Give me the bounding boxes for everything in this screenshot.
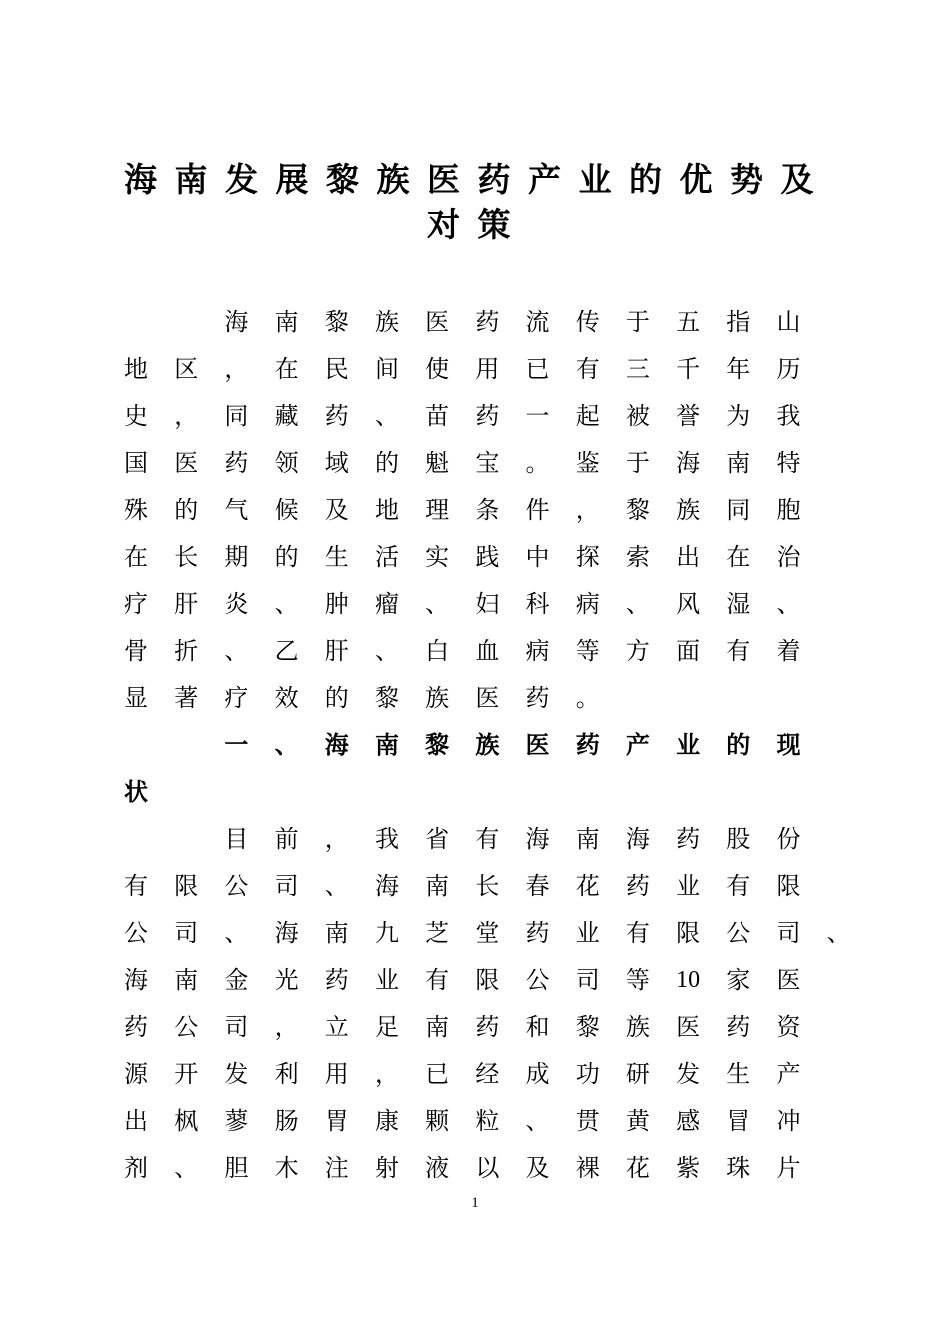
document-body bbox=[124, 302, 864, 1195]
text-char: 炎 bbox=[224, 590, 249, 618]
title-char: 族 bbox=[376, 160, 410, 199]
text-char: 南 bbox=[174, 966, 199, 994]
title-char: 业 bbox=[578, 160, 612, 199]
paragraph-indent bbox=[124, 819, 224, 866]
text-char: 状 bbox=[124, 778, 148, 806]
text-char: ， bbox=[274, 1013, 299, 1041]
text-char: 特 bbox=[776, 449, 801, 477]
text-char: 魁 bbox=[425, 449, 450, 477]
text-char: 间 bbox=[374, 355, 399, 383]
title-char: 优 bbox=[679, 160, 713, 199]
text-char: 10 bbox=[676, 967, 701, 993]
text-char: 紫 bbox=[676, 1154, 701, 1182]
text-char: 、 bbox=[274, 731, 299, 759]
text-char: 公 bbox=[224, 872, 249, 900]
text-char: 药 bbox=[676, 825, 701, 853]
text-char: 司 bbox=[776, 919, 801, 947]
text-char: 、 bbox=[374, 637, 399, 665]
text-char: 活 bbox=[374, 543, 399, 571]
text-char: 九 bbox=[374, 919, 399, 947]
text-char: 南 bbox=[374, 731, 399, 759]
text-char: 的 bbox=[274, 543, 299, 571]
paragraph-line bbox=[124, 631, 864, 678]
text-char: ， bbox=[374, 1060, 399, 1088]
page-number: 1 bbox=[471, 1195, 479, 1211]
text-char: 折 bbox=[174, 637, 199, 665]
text-char: 长 bbox=[475, 872, 500, 900]
text-char: 冒 bbox=[726, 1107, 751, 1135]
text-char: 、 bbox=[425, 590, 450, 618]
text-char: 有 bbox=[575, 355, 600, 383]
text-char: 产 bbox=[625, 731, 650, 759]
text-char: 限 bbox=[475, 966, 500, 994]
text-char: 面 bbox=[676, 637, 701, 665]
text-char: 宝 bbox=[475, 449, 500, 477]
text-char: 黄 bbox=[625, 1107, 650, 1135]
text-char: 索 bbox=[625, 543, 650, 571]
text-char: 探 bbox=[575, 543, 600, 571]
text-char: 的 bbox=[374, 449, 399, 477]
text-char: 发 bbox=[224, 1060, 249, 1088]
paragraph-line bbox=[124, 1101, 864, 1148]
text-char: 足 bbox=[374, 1013, 399, 1041]
text-char: 族 bbox=[374, 308, 399, 336]
text-char: 族 bbox=[676, 496, 701, 524]
text-char: 肿 bbox=[324, 590, 349, 618]
text-char: 限 bbox=[776, 872, 801, 900]
text-char: 源 bbox=[124, 1060, 148, 1088]
text-char: 花 bbox=[575, 872, 600, 900]
text-char: 妇 bbox=[475, 590, 500, 618]
text-char: 经 bbox=[475, 1060, 500, 1088]
text-char: 用 bbox=[324, 1060, 349, 1088]
text-char: 族 bbox=[475, 731, 500, 759]
paragraph-line bbox=[124, 913, 864, 960]
text-char: 区 bbox=[174, 355, 199, 383]
text-char: 方 bbox=[625, 637, 650, 665]
title-char: 策 bbox=[477, 205, 511, 244]
text-char: 裸 bbox=[575, 1154, 600, 1182]
text-char: 我 bbox=[776, 402, 801, 430]
text-char: 显 bbox=[124, 684, 148, 712]
text-char: ， bbox=[174, 402, 199, 430]
text-char: 五 bbox=[676, 308, 701, 336]
text-char: 胞 bbox=[776, 496, 801, 524]
text-char: 及 bbox=[525, 1154, 550, 1182]
text-char: 感 bbox=[676, 1107, 701, 1135]
section-heading-line bbox=[124, 725, 864, 772]
text-char: 海 bbox=[274, 919, 299, 947]
text-char: 南 bbox=[425, 1013, 450, 1041]
text-char: 同 bbox=[726, 496, 751, 524]
text-char: 药 bbox=[475, 402, 500, 430]
text-char: 瘤 bbox=[374, 590, 399, 618]
title-char: 南 bbox=[174, 160, 208, 199]
text-char: 芝 bbox=[425, 919, 450, 947]
text-char: 条 bbox=[475, 496, 500, 524]
text-char: 司 bbox=[174, 919, 199, 947]
text-char: 为 bbox=[726, 402, 751, 430]
text-char: 国 bbox=[124, 449, 148, 477]
title-char: 势 bbox=[730, 160, 763, 199]
text-char: 民 bbox=[324, 355, 349, 383]
paragraph-line bbox=[124, 302, 864, 349]
text-char: 南 bbox=[575, 825, 600, 853]
title-char: 医 bbox=[427, 160, 460, 199]
text-char: 成 bbox=[525, 1060, 550, 1088]
text-char: 份 bbox=[776, 825, 801, 853]
paragraph-line bbox=[124, 584, 864, 631]
text-char: 研 bbox=[625, 1060, 650, 1088]
text-char: 花 bbox=[625, 1154, 650, 1182]
text-char: 资 bbox=[776, 1013, 801, 1041]
text-char: 族 bbox=[625, 1013, 650, 1041]
text-char: 限 bbox=[174, 872, 199, 900]
text-char: 黎 bbox=[575, 1013, 600, 1041]
text-char: 海 bbox=[124, 966, 148, 994]
text-char: 和 bbox=[525, 1013, 550, 1041]
title-char: 海 bbox=[124, 160, 157, 199]
title-char: 展 bbox=[275, 160, 309, 199]
text-char: 苗 bbox=[425, 402, 450, 430]
text-char: 史 bbox=[124, 402, 148, 430]
title-char: 对 bbox=[427, 205, 460, 244]
text-char: 胆 bbox=[224, 1154, 249, 1182]
text-char: 医 bbox=[425, 308, 450, 336]
text-char: 治 bbox=[776, 543, 801, 571]
text-char: 期 bbox=[224, 543, 249, 571]
text-char: 、 bbox=[625, 590, 650, 618]
text-char: 医 bbox=[776, 966, 801, 994]
text-char: 已 bbox=[425, 1060, 450, 1088]
text-char: 、 bbox=[224, 919, 249, 947]
text-char: 千 bbox=[676, 355, 701, 383]
paragraph-line bbox=[124, 349, 864, 396]
text-char: 业 bbox=[575, 919, 600, 947]
text-char: 医 bbox=[525, 731, 550, 759]
text-char: 医 bbox=[174, 449, 199, 477]
text-char: 药 bbox=[324, 402, 349, 430]
text-char: 在 bbox=[726, 543, 751, 571]
text-char: 药 bbox=[525, 919, 550, 947]
paragraph-indent bbox=[124, 725, 224, 772]
text-char: 珠 bbox=[726, 1154, 751, 1182]
text-char: 历 bbox=[776, 355, 801, 383]
title-char: 药 bbox=[477, 160, 511, 199]
text-char: 现 bbox=[776, 731, 801, 759]
text-char: 骨 bbox=[124, 637, 148, 665]
text-char: 康 bbox=[374, 1107, 399, 1135]
text-char: 用 bbox=[475, 355, 500, 383]
text-char: 三 bbox=[625, 355, 650, 383]
text-char: 药 bbox=[124, 1013, 148, 1041]
text-char: 医 bbox=[676, 1013, 701, 1041]
text-char: 贯 bbox=[575, 1107, 600, 1135]
paragraph-line bbox=[124, 443, 864, 490]
text-char: 领 bbox=[274, 449, 299, 477]
text-char: 、 bbox=[274, 590, 299, 618]
text-char: 公 bbox=[726, 919, 751, 947]
text-char: 指 bbox=[726, 308, 751, 336]
text-char: 于 bbox=[625, 308, 650, 336]
text-char: 年 bbox=[726, 355, 751, 383]
text-char: 著 bbox=[174, 684, 199, 712]
text-char: 山 bbox=[776, 308, 801, 336]
text-char: 肠 bbox=[274, 1107, 299, 1135]
text-char: 股 bbox=[726, 825, 751, 853]
text-char: 冲 bbox=[776, 1107, 801, 1135]
text-char: 司 bbox=[274, 872, 299, 900]
text-char: ， bbox=[575, 496, 600, 524]
text-char: 南 bbox=[324, 919, 349, 947]
text-char: 司 bbox=[575, 966, 600, 994]
text-char: 南 bbox=[274, 308, 299, 336]
text-char: 南 bbox=[726, 449, 751, 477]
text-char: 、 bbox=[525, 1107, 550, 1135]
text-char: 同 bbox=[224, 402, 249, 430]
text-char: 及 bbox=[324, 496, 349, 524]
text-char: 在 bbox=[124, 543, 148, 571]
text-char: 被 bbox=[625, 402, 650, 430]
text-char: 枫 bbox=[174, 1107, 199, 1135]
text-char: 业 bbox=[374, 966, 399, 994]
text-char: 病 bbox=[575, 590, 600, 618]
text-char: 药 bbox=[475, 1013, 500, 1041]
text-char: 、 bbox=[174, 1154, 199, 1182]
text-char: 疗 bbox=[224, 684, 249, 712]
text-char: 蓼 bbox=[224, 1107, 249, 1135]
text-char: 功 bbox=[575, 1060, 600, 1088]
text-char: 血 bbox=[475, 637, 500, 665]
paragraph-line bbox=[124, 490, 864, 537]
text-char: 司 bbox=[224, 1013, 249, 1041]
text-char: 等 bbox=[575, 637, 600, 665]
paragraph-line bbox=[124, 396, 864, 443]
text-char: 出 bbox=[124, 1107, 148, 1135]
text-char: 候 bbox=[274, 496, 299, 524]
text-char: 海 bbox=[374, 872, 399, 900]
text-char: 发 bbox=[676, 1060, 701, 1088]
text-char: 。 bbox=[525, 449, 550, 477]
text-char: 理 bbox=[425, 496, 450, 524]
text-char: 海 bbox=[625, 825, 650, 853]
text-char: 域 bbox=[324, 449, 349, 477]
text-char: 粒 bbox=[475, 1107, 500, 1135]
text-char: 药 bbox=[625, 872, 650, 900]
text-char: 业 bbox=[676, 872, 701, 900]
title-line-2 bbox=[427, 205, 528, 245]
title-char: 及 bbox=[780, 160, 814, 199]
text-char: 公 bbox=[124, 919, 148, 947]
text-char: 木 bbox=[274, 1154, 299, 1182]
paragraph-line bbox=[124, 819, 864, 866]
text-char: 南 bbox=[425, 872, 450, 900]
text-char: 药 bbox=[726, 1013, 751, 1041]
text-char: 黎 bbox=[324, 308, 349, 336]
text-char: 长 bbox=[174, 543, 199, 571]
text-char: 药 bbox=[575, 731, 600, 759]
text-char: 使 bbox=[425, 355, 450, 383]
text-char: 有 bbox=[726, 872, 751, 900]
text-char: 科 bbox=[525, 590, 550, 618]
paragraph-line bbox=[124, 866, 864, 913]
text-char: 海 bbox=[224, 308, 249, 336]
text-char: 中 bbox=[525, 543, 550, 571]
text-char: 目 bbox=[224, 825, 249, 853]
text-char: 公 bbox=[174, 1013, 199, 1041]
text-char: 殊 bbox=[124, 496, 148, 524]
text-char: 有 bbox=[425, 966, 450, 994]
text-char: 一 bbox=[525, 402, 550, 430]
text-char: 乙 bbox=[274, 637, 299, 665]
paragraph-line bbox=[124, 960, 864, 1007]
title-char: 的 bbox=[629, 160, 662, 199]
text-char: 前 bbox=[274, 825, 299, 853]
text-char: 、 bbox=[224, 637, 249, 665]
text-char: 族 bbox=[425, 684, 450, 712]
text-char: 注 bbox=[324, 1154, 349, 1182]
text-char: 省 bbox=[425, 825, 450, 853]
text-char: 限 bbox=[676, 919, 701, 947]
paragraph-line bbox=[124, 1148, 864, 1195]
text-char: 肝 bbox=[174, 590, 199, 618]
text-char: 有 bbox=[726, 637, 751, 665]
text-char: 药 bbox=[224, 449, 249, 477]
text-char: 胃 bbox=[324, 1107, 349, 1135]
text-char: 有 bbox=[124, 872, 148, 900]
text-char: 在 bbox=[274, 355, 299, 383]
text-char: 出 bbox=[676, 543, 701, 571]
text-char: 海 bbox=[525, 825, 550, 853]
text-char: 实 bbox=[425, 543, 450, 571]
text-char: 效 bbox=[274, 684, 299, 712]
text-char: 疗 bbox=[124, 590, 148, 618]
text-char: 药 bbox=[324, 966, 349, 994]
text-char: 、 bbox=[826, 919, 851, 947]
title-char: 发 bbox=[225, 160, 258, 199]
text-char: 有 bbox=[475, 825, 500, 853]
text-char: 海 bbox=[324, 731, 349, 759]
text-char: 一 bbox=[224, 731, 249, 759]
section-heading-line bbox=[124, 772, 864, 819]
text-char: 起 bbox=[575, 402, 600, 430]
text-char: 肝 bbox=[324, 637, 349, 665]
text-char: 、 bbox=[776, 590, 801, 618]
text-char: 片 bbox=[776, 1154, 801, 1182]
text-char: 、 bbox=[324, 872, 349, 900]
text-char: 湿 bbox=[726, 590, 751, 618]
text-char: 光 bbox=[274, 966, 299, 994]
text-char: 。 bbox=[575, 684, 600, 712]
paragraph-indent bbox=[124, 302, 224, 349]
text-char: 病 bbox=[525, 637, 550, 665]
text-char: 白 bbox=[425, 637, 450, 665]
text-char: 开 bbox=[174, 1060, 199, 1088]
paragraph-line bbox=[124, 678, 864, 725]
text-char: 我 bbox=[374, 825, 399, 853]
text-char: 流 bbox=[525, 308, 550, 336]
text-char: 春 bbox=[525, 872, 550, 900]
text-char: 颗 bbox=[425, 1107, 450, 1135]
text-char: 践 bbox=[475, 543, 500, 571]
text-char: 的 bbox=[174, 496, 199, 524]
text-char: 于 bbox=[625, 449, 650, 477]
text-char: 黎 bbox=[425, 731, 450, 759]
text-char: 立 bbox=[324, 1013, 349, 1041]
text-char: 地 bbox=[124, 355, 148, 383]
text-char: 药 bbox=[475, 308, 500, 336]
text-char: 件 bbox=[525, 496, 550, 524]
text-char: 风 bbox=[676, 590, 701, 618]
text-char: 海 bbox=[676, 449, 701, 477]
text-char: 传 bbox=[575, 308, 600, 336]
text-char: 剂 bbox=[124, 1154, 148, 1182]
text-char: 医 bbox=[475, 684, 500, 712]
text-char: 的 bbox=[726, 731, 751, 759]
text-char: 着 bbox=[776, 637, 801, 665]
paragraph-line bbox=[124, 537, 864, 584]
text-char: ， bbox=[224, 355, 249, 383]
text-char: 有 bbox=[625, 919, 650, 947]
text-char: 液 bbox=[425, 1154, 450, 1182]
text-char: 藏 bbox=[274, 402, 299, 430]
text-char: 业 bbox=[676, 731, 701, 759]
text-char: 誉 bbox=[676, 402, 701, 430]
paragraph-line bbox=[124, 1007, 864, 1054]
text-char: ， bbox=[324, 825, 349, 853]
text-char: 利 bbox=[274, 1060, 299, 1088]
text-char: 药 bbox=[525, 684, 550, 712]
text-char: 金 bbox=[224, 966, 249, 994]
title-line-1 bbox=[124, 160, 831, 200]
text-char: 产 bbox=[776, 1060, 801, 1088]
title-char: 黎 bbox=[326, 160, 359, 199]
text-char: 地 bbox=[374, 496, 399, 524]
text-char: 黎 bbox=[625, 496, 650, 524]
text-char: 生 bbox=[726, 1060, 751, 1088]
text-char: 等 bbox=[625, 966, 650, 994]
text-char: 的 bbox=[324, 684, 349, 712]
text-char: 公 bbox=[525, 966, 550, 994]
text-char: 已 bbox=[525, 355, 550, 383]
text-char: 家 bbox=[726, 966, 751, 994]
paragraph-line bbox=[124, 1054, 864, 1101]
text-char: 黎 bbox=[374, 684, 399, 712]
text-char: 生 bbox=[324, 543, 349, 571]
title-char: 产 bbox=[528, 160, 561, 199]
text-char: 射 bbox=[374, 1154, 399, 1182]
text-char: 、 bbox=[374, 402, 399, 430]
text-char: 以 bbox=[475, 1154, 500, 1182]
text-char: 鉴 bbox=[575, 449, 600, 477]
text-char: 堂 bbox=[475, 919, 500, 947]
text-char: 气 bbox=[224, 496, 249, 524]
